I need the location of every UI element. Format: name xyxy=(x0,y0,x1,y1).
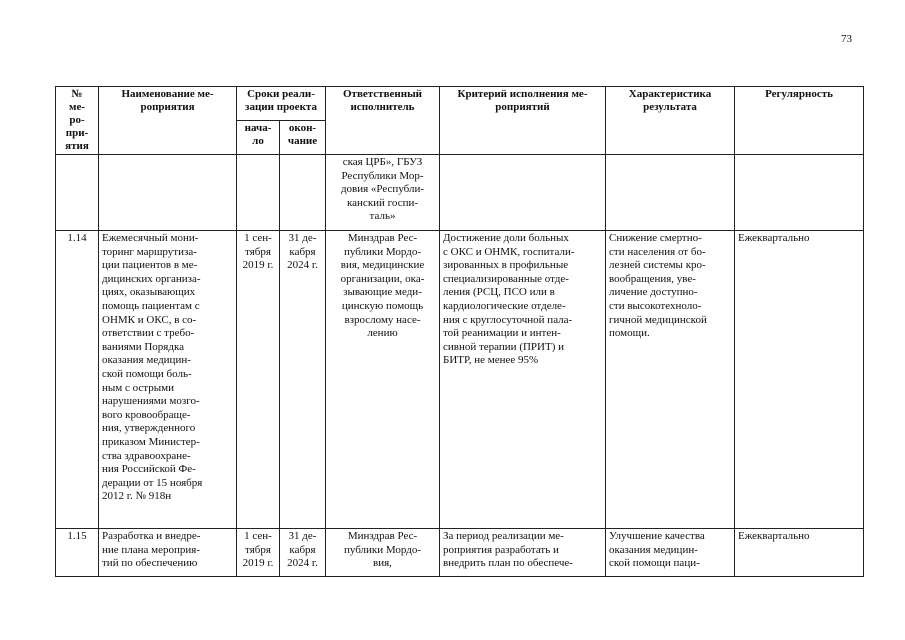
row-executor: Минздрав Рес- публики Мордо- вия, медицинские организации, ока- зывающие меди- цинскую помощь взрослому насе- лению xyxy=(326,231,440,529)
header-result: Характеристика результата xyxy=(606,87,735,155)
row-criterion xyxy=(440,155,606,231)
row-regularity: Ежеквартально xyxy=(735,529,864,577)
page-number: 73 xyxy=(841,33,852,45)
header-start: нача- ло xyxy=(237,121,280,155)
header-number: № ме- ро- при- ятия xyxy=(56,87,99,155)
header-regularity: Регулярность xyxy=(735,87,864,155)
header-end: окон- чание xyxy=(280,121,326,155)
row-name: Разработка и внедре- ние плана мероприя- тий по обеспечению xyxy=(99,529,237,577)
row-end: 31 де- кабря 2024 г. xyxy=(280,529,326,577)
row-number xyxy=(56,155,99,231)
header-row xyxy=(56,87,864,121)
row-executor: Минздрав Рес- публики Мордо- вия, xyxy=(326,529,440,577)
row-regularity xyxy=(735,155,864,231)
row-name: Ежемесячный мони- торинг маршрутиза- ции пациентов в ме- дицинских организа- циях, оказывающих помощь пациентам с ОНМК и ОКС, в со- ответствии с требо- ваниями Порядка оказания медицин- ской помощи боль- ным с острыми нарушениями мозго- вого кровообраще- ния, утвержденного приказом Министер- ства здравоохране- ния Российской Фе- дерации от 15 ноября 2012 г. № 918н xyxy=(99,231,237,529)
header-deadlines: Сроки реали- зации проекта xyxy=(237,87,326,121)
row-criterion: За период реализации ме- роприятия разработать и внедрить план по обеспече- xyxy=(440,529,606,577)
row-result: Снижение смертно- сти населения от бо- лезней системы кро- вообращения, уве- личение доступно- сти высокотехноло- гичной медицинской помощи. xyxy=(606,231,735,529)
table-row xyxy=(56,529,864,577)
row-name xyxy=(99,155,237,231)
table-row xyxy=(56,231,864,529)
row-result: Улучшение качества оказания медицин- ской помощи паци- xyxy=(606,529,735,577)
header-criterion: Критерий исполнения ме- роприятий xyxy=(440,87,606,155)
measures-table xyxy=(55,86,864,577)
row-start: 1 сен- тября 2019 г. xyxy=(237,231,280,529)
table-row xyxy=(56,155,864,231)
row-executor: ская ЦРБ», ГБУЗ Республики Мор- довия «Республи- канский госпи- таль» xyxy=(326,155,440,231)
row-number: 1.15 xyxy=(56,529,99,577)
header-executor: Ответственный исполнитель xyxy=(326,87,440,155)
row-regularity: Ежеквартально xyxy=(735,231,864,529)
row-number: 1.14 xyxy=(56,231,99,529)
row-start xyxy=(237,155,280,231)
row-end: 31 де- кабря 2024 г. xyxy=(280,231,326,529)
row-end xyxy=(280,155,326,231)
row-start: 1 сен- тября 2019 г. xyxy=(237,529,280,577)
row-criterion: Достижение доли больных с ОКС и ОНМК, госпитали- зированных в профильные специализированные отде- ления (РСЦ, ПСО или в кардиологические отделе- ния с круглосуточной пала- той реанимации и интен- сивной терапии (ПРИТ) и БИТР, не менее 95% xyxy=(440,231,606,529)
header-name: Наименование ме- роприятия xyxy=(99,87,237,155)
row-result xyxy=(606,155,735,231)
